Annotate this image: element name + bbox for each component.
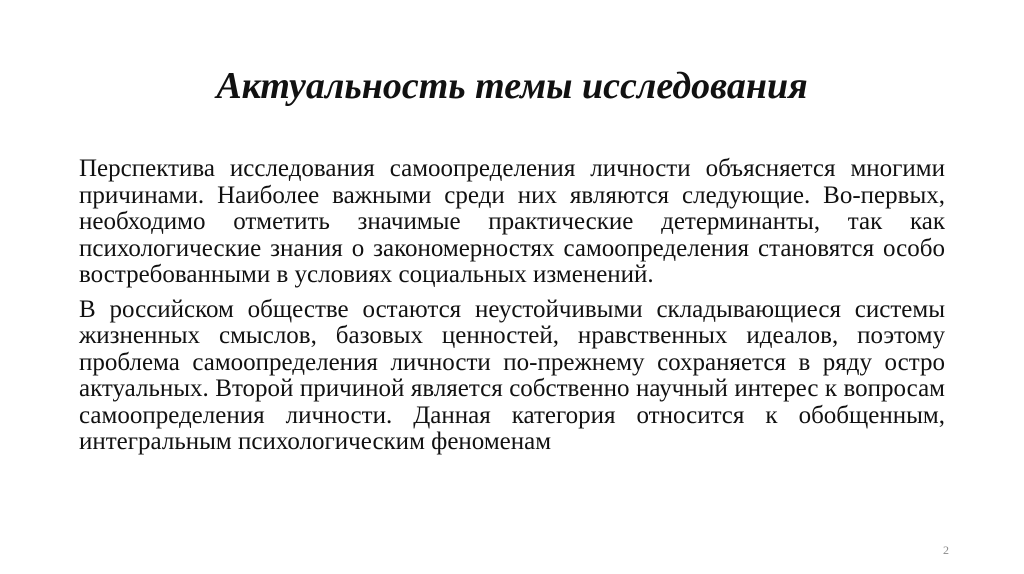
slide-title: Актуальность темы исследования xyxy=(216,65,808,107)
paragraph-1: Перспектива исследования самоопределения личности объясняется многими причинами. Наиболее важными среди них являются следующие. Во-первых, необходимо отметить значимые практические детерминанты, так как психологические знания о закономерностях самоопределения становятся особо востребованными в условиях социальных изменений. xyxy=(79,155,945,288)
page-number: 2 xyxy=(943,543,949,557)
paragraph-2: В российском обществе остаются неустойчивыми складывающиеся системы жизненных смыслов, базовых ценностей, нравственных идеалов, поэтому проблема самоопределения личности по-прежнему сохраняется в ряду остро актуальных. Второй причиной является собственно научный интерес к вопросам самоопределения личности. Данная категория относится к обобщенным, интегральным психологическим феноменам xyxy=(79,295,945,455)
slide-body xyxy=(79,156,945,456)
